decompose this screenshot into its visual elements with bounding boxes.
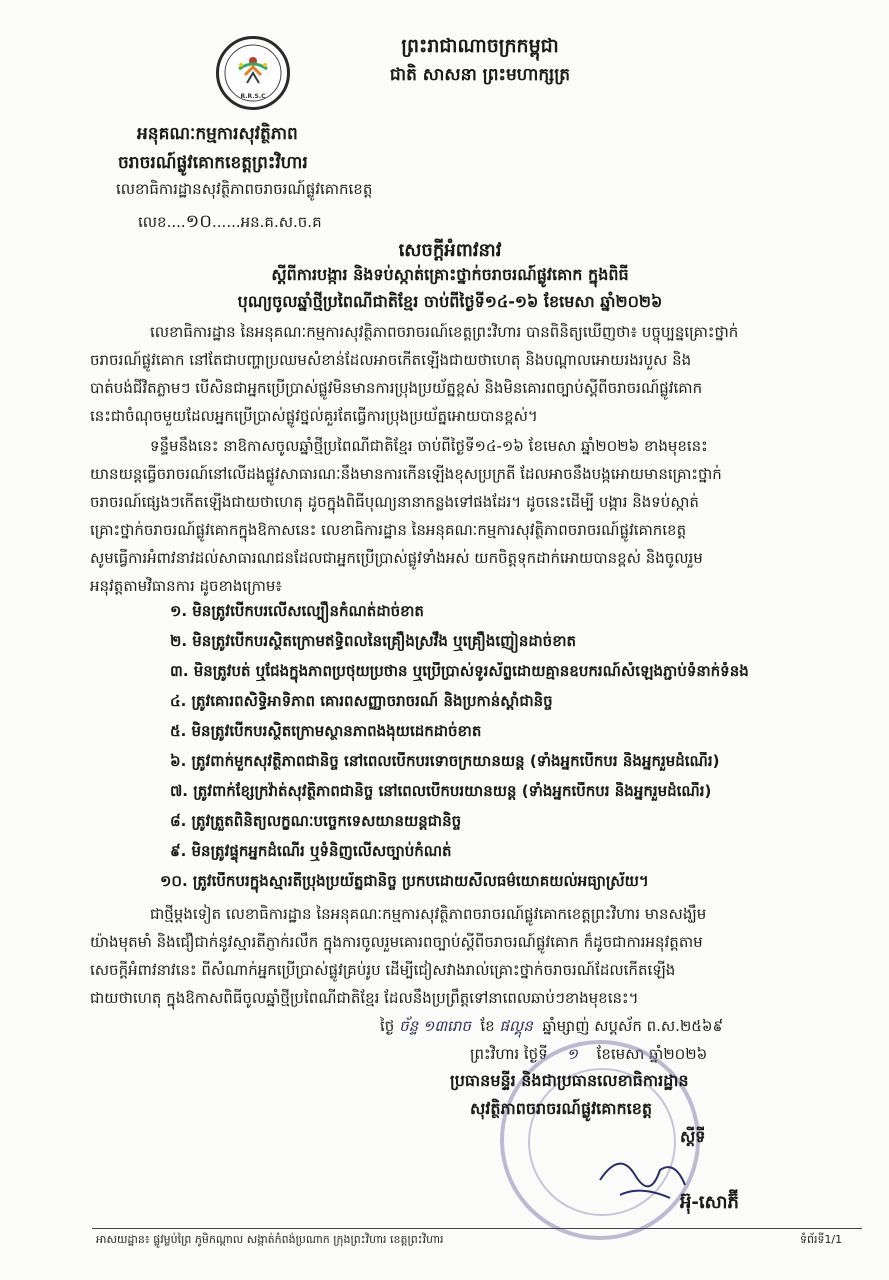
measure-item: ៥. មិនត្រូវបើកបរស្ថិតក្រោមស្ថានភាពងងុយដេកដាច់ខាត — [170, 722, 482, 740]
document-subject-line1: ស្តីពីការបង្ការ និងទប់ស្កាត់គ្រោះថ្នាក់ចរាចរណ៍ផ្លូវគោក ក្នុងពិធី — [271, 265, 629, 284]
lunar-date — [380, 1017, 723, 1039]
footer-address: អាសយដ្ឋាន៖ ផ្លូវម្លប់ព្រៃ ភូមិកណ្តាល សង្កាត់កំពង់ប្រណាក ក្រុងព្រះវិហារ ខេត្តព្រះវិហារ — [96, 1233, 444, 1246]
lunar-month-prefix: ខែ — [480, 1017, 495, 1035]
paragraph2-line: អនុវត្តតាមវិធានការ ដូចខាងក្រោម៖ — [90, 577, 282, 595]
measure-item: ៤. ត្រូវគោរពសិទ្ធិអាទិភាព គោរពសញ្ញាចរាចរណ៍ និងប្រកាន់ស្តាំជានិច្ច — [170, 692, 553, 710]
sender-traffic-province: ចរាចរណ៍ផ្លូវគោកខេត្តព្រះវិហារ — [118, 153, 308, 173]
sender-secretariat: លេខាធិការដ្ឋានសុវត្ថិភាពចរាចរណ៍ផ្លូវគោកខេត្ត — [116, 180, 373, 198]
lunar-year: ឆ្នាំម្សាញ់ សប្តស័ក ព.ស.២៥៦៩ — [542, 1017, 724, 1035]
paragraph1-line: ចរាចរណ៍ផ្លូវគោក នៅតែជាបញ្ហាប្រឈមសំខាន់ដែលអាចកើតឡើងជាយថាហេតុ និងបណ្តាលអោយរងរបួស និង — [90, 351, 692, 369]
paragraph1-line: នេះជាចំណុចមួយដែលអ្នកប្រើប្រាស់ផ្លូវថ្នល់គួរតែធ្វើការប្រុងប្រយ័ត្នអោយបានខ្ពស់។ — [90, 407, 538, 425]
lunar-date-prefix: ថ្ងៃ — [380, 1017, 395, 1035]
solar-date-prefix: ព្រះវិហារ ថ្ងៃទី — [470, 1045, 548, 1063]
committee-logo-icon — [216, 36, 290, 110]
document-subject-line2: បុណ្យចូលឆ្នាំថ្មីប្រពៃណីជាតិខ្មែរ ចាប់ពីថ្ងៃទី១៤-១៦ ខែមេសា ឆ្នាំ២០២៦ — [237, 292, 663, 311]
solar-month: ខែមេសា — [596, 1045, 645, 1063]
signatory-title: ប្រធានមន្ទីរ និងជាប្រធានលេខាធិការដ្ឋាន — [450, 1071, 689, 1090]
measure-item: ៧. ត្រូវពាក់ខ្សែក្រវ៉ាត់សុវត្ថិភាពជានិច្ច នៅពេលបើកបរយានយន្ត (ទាំងអ្នកបើកបរ និងអ្នករួមដំណើរ) — [170, 782, 712, 800]
measure-item: ៨. ត្រូវត្រួតពិនិត្យលក្ខណៈបច្ចេកទេសយានយន្តជានិច្ច — [170, 812, 462, 830]
reference-value: ១០ — [185, 211, 213, 232]
measure-item: ៩. មិនត្រូវផ្ទុកអ្នកដំណើរ ឬទំនិញលើសច្បាប់កំណត់ — [170, 842, 452, 860]
paragraph3-line: យ៉ាងមុតមាំ និងជឿជាក់នូវស្មារតីភ្ញាក់រលឹក ក្នុងការចូលរួមគោរពច្បាប់ស្តីពីចរាចរណ៍ផ្លូវគោក ក៏ដូចជាការអនុវត្តតាម — [90, 933, 703, 951]
page-number: ទំព័រទី1/1 — [800, 1233, 843, 1246]
solar-day: ១ — [566, 1045, 578, 1063]
reference-prefix: លេខ.... — [138, 213, 186, 231]
paragraph2-line: គ្រោះថ្នាក់ចរាចរណ៍ផ្លូវគោកក្នុងឱកាសនេះ លេខាធិការដ្ឋាន នៃអនុគណៈកម្មការសុវត្ថិភាពចរាចរណ៍ផ្លូវគោកខេត្ត — [90, 521, 687, 539]
paragraph1-line: បាត់បង់ជីវិតភ្លាមៗ បើសិនជាអ្នកប្រើប្រាស់ផ្លូវមិនមានការប្រុងប្រយ័ត្នខ្ពស់ និងមិនគោរពច្បាប់ស្តីពីចរាចរណ៍ផ្លូវគោក — [90, 379, 703, 397]
paragraph3-line: ជាថ្មីម្តងទៀត លេខាធិការដ្ឋាន នៃអនុគណៈកម្មការសុវត្ថិភាពចរាចរណ៍ផ្លូវគោកខេត្តព្រះវិហារ មានសង្ឃឹម — [150, 905, 707, 923]
signatory-name: អ៊ុ-សោភ៊ី — [680, 1192, 739, 1213]
measure-item: ១. មិនត្រូវបើកបរលើសល្បឿនកំណត់ដាច់ខាត — [170, 602, 424, 620]
lunar-day: ច័ន្ទ ១៣រោច — [399, 1017, 471, 1035]
sender-committee: អនុគណៈកម្មការសុវត្ថិភាព — [137, 124, 298, 144]
paragraph2-line: ចរាចរណ៍ផ្សេងៗកើតឡើងជាយថាហេតុ ដូចក្នុងពិធីបុណ្យនានាកន្លងទៅផងដែរ។ ដូចនេះដើម្បី បង្ការ និងទប់ស្កាត់ — [90, 493, 699, 511]
paragraph2-line: សូមធ្វើការអំពាវនាវដល់សាធារណជនដែលជាអ្នកប្រើប្រាស់ផ្លូវទាំងអស់ យកចិត្តទុកដាក់អោយបានខ្ពស់ និងចូលរួម — [90, 549, 703, 567]
reference-suffix: ......អន.គ.ស.ច.គ — [212, 213, 322, 231]
paragraph2-line: ទន្ទឹមនឹងនេះ នាឱកាសចូលឆ្នាំថ្មីប្រពៃណីជាតិខ្មែរ ចាប់ពីថ្ងៃទី១៤-១៦ ខែមេសា ឆ្នាំ២០២៦ ខាងមុខនេះ — [150, 437, 708, 455]
document-title: សេចក្តីអំពាវនាវ — [398, 240, 502, 261]
national-motto: ជាតិ សាសនា ព្រះមហាក្សត្រ — [389, 65, 571, 85]
paragraph3-line: ជាយថាហេតុ ក្នុងឱកាសពិធីចូលឆ្នាំថ្មីប្រពៃណីជាតិខ្មែរ ដែលនឹងប្រព្រឹត្តទៅនាពេលឆាប់ៗខាងមុខនេះ។ — [90, 989, 639, 1007]
lunar-month: ផល្គុន — [499, 1017, 533, 1035]
footer-divider — [92, 1228, 862, 1229]
solar-year: ឆ្នាំ២០២៦ — [649, 1045, 708, 1063]
measure-item: ២. មិនត្រូវបើកបរស្ថិតក្រោមឥទ្ធិពលនៃគ្រឿងស្រវឹង ឬគ្រឿងញៀនដាច់ខាត — [170, 632, 577, 650]
reference-number — [138, 209, 322, 236]
kingdom-heading: ព្រះរាជាណាចក្រកម្ពុជា — [401, 35, 559, 57]
paragraph1-line: លេខាធិការដ្ឋាន នៃអនុគណៈកម្មការសុវត្ថិភាពចរាចរណ៍ខេត្តព្រះវិហារ បានពិនិត្យឃើញថា៖ បច្ចុប្បន្នគ្រោះថ្នាក់ — [150, 323, 739, 341]
paragraph2-line: យានយន្តធ្វើចរាចរណ៍នៅលើដងផ្លូវសាធារណៈនឹងមានការកើនឡើងខុសប្រក្រតី ដែលអាចនឹងបង្កអោយមានគ្រោះថ្នាក់ — [90, 465, 722, 483]
signatory-department: សុវត្ថិភាពចរាចរណ៍ផ្លូវគោកខេត្ត — [470, 1099, 653, 1118]
measure-item: ៦. ត្រូវពាក់មួកសុវត្ថិភាពជានិច្ច នៅពេលបើកបរទោចក្រយានយន្ត (ទាំងអ្នកបើកបរ និងអ្នករួមដំណើរ) — [170, 752, 720, 770]
acting-label: ស្តីទី — [680, 1127, 706, 1146]
measure-item: ១០. ត្រូវបើកបរក្នុងស្មារតីប្រុងប្រយ័ត្នជានិច្ច ប្រកបដោយសីលធម៌យោគយល់អធ្យាស្រ័យ។ — [160, 872, 649, 890]
measure-item: ៣. មិនត្រូវបត់ ឬជែងក្នុងភាពប្រថុយប្រថាន ឬប្រើប្រាស់ទូរស័ព្ទដោយគ្មានឧបករណ៍សំឡេងភ្ជាប់ទំនាក់ទំនង — [170, 662, 749, 680]
paragraph3-line: សេចក្តីអំពាវនាវនេះ ពីសំណាក់អ្នកប្រើប្រាស់ផ្លូវគ្រប់រូប ដើម្បីជៀសវាងរាល់គ្រោះថ្នាក់ចរាចរណ៍ដែលកើតឡើង — [90, 961, 676, 979]
logo-text: R.R.S.C — [240, 93, 266, 100]
